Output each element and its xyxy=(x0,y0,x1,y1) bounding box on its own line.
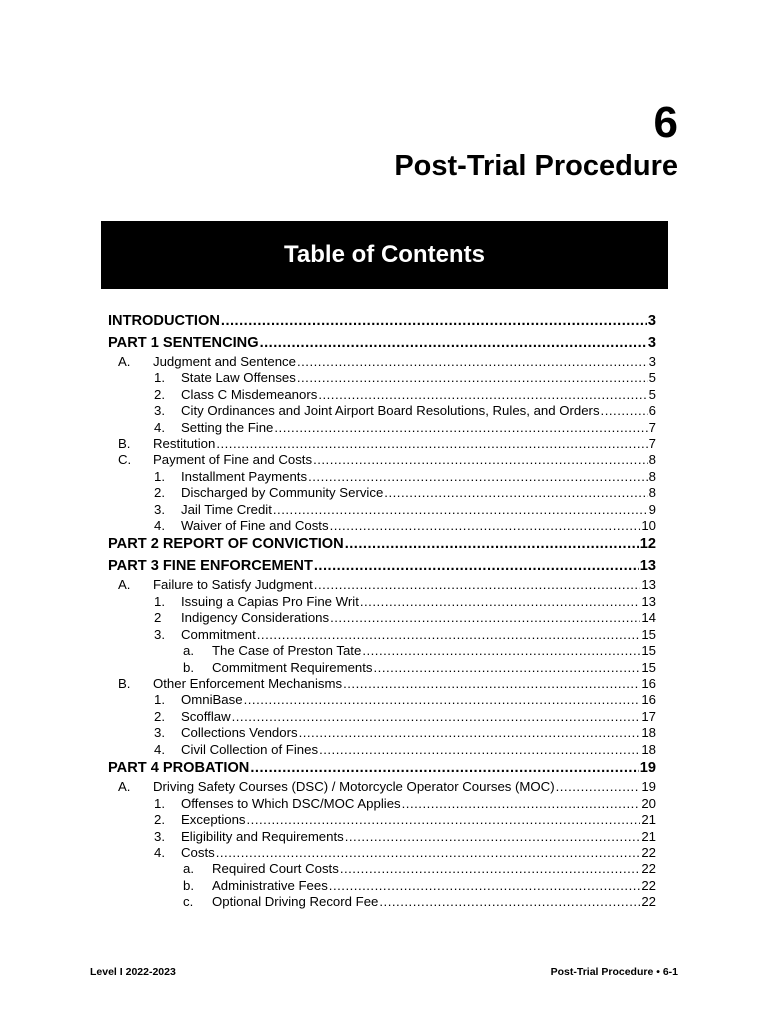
toc-entry-marker: 1. xyxy=(154,692,165,708)
toc-entry[interactable] xyxy=(108,452,656,468)
toc-entry[interactable] xyxy=(108,469,656,485)
toc-entry-label: Exceptions xyxy=(181,812,246,828)
toc-entry-page: 17 xyxy=(641,708,656,724)
toc-dot-leader xyxy=(379,894,640,910)
toc-entry-page: 8 xyxy=(648,452,656,468)
toc-entry-label: Optional Driving Record Fee xyxy=(212,894,379,910)
toc-entry-page: 18 xyxy=(641,741,656,757)
toc-entry-label: PART 1 SENTENCING xyxy=(108,334,259,351)
toc-dot-leader xyxy=(257,627,641,643)
toc-entry-marker: A. xyxy=(118,779,131,795)
toc-entry-label: Setting the Fine xyxy=(181,419,274,435)
toc-entry-page: 16 xyxy=(641,675,656,691)
toc-dot-leader xyxy=(314,577,641,593)
toc-entry-page: 15 xyxy=(641,643,656,659)
toc-entry-page: 8 xyxy=(648,468,656,484)
toc-entry[interactable] xyxy=(108,660,656,676)
toc-entry-label: PART 4 PROBATION xyxy=(108,759,250,776)
toc-entry[interactable] xyxy=(108,502,656,518)
toc-entry-label: Offenses to Which DSC/MOC Applies xyxy=(181,795,401,811)
toc-entry-page: 12 xyxy=(639,536,656,553)
toc-entry[interactable] xyxy=(108,676,656,692)
toc-entry-marker: 2 xyxy=(154,610,162,626)
toc-entry-label: Installment Payments xyxy=(181,468,308,484)
toc-entry[interactable] xyxy=(108,610,656,626)
toc-entry-page: 3 xyxy=(647,313,656,329)
toc-entry-page: 14 xyxy=(641,610,656,626)
toc-entry[interactable] xyxy=(108,643,656,659)
toc-entry-marker: b. xyxy=(183,659,194,675)
toc-dot-leader xyxy=(216,436,647,452)
toc-entry-marker: 1. xyxy=(154,370,165,386)
toc-entry-label: Indigency Considerations xyxy=(181,610,330,626)
toc-entry-label: Required Court Costs xyxy=(212,861,339,877)
toc-banner xyxy=(101,221,668,289)
toc-entry-marker: 2. xyxy=(154,485,165,501)
toc-entry-marker: 3. xyxy=(154,828,165,844)
toc-dot-leader xyxy=(244,692,641,708)
toc-entry-page: 19 xyxy=(639,759,656,776)
footer-page-label: Post-Trial Procedure • 6-1 xyxy=(550,966,678,978)
toc-entry-marker: b. xyxy=(183,877,194,893)
toc-entry-page: 20 xyxy=(641,795,656,811)
toc-dot-leader xyxy=(250,758,638,780)
toc-entry-page: 8 xyxy=(648,485,656,501)
toc-entry-label: Judgment and Sentence xyxy=(153,354,296,369)
toc-entry-page: 15 xyxy=(641,659,656,675)
toc-entry[interactable] xyxy=(108,779,656,795)
toc-entry[interactable] xyxy=(108,577,656,593)
toc-entry-page: 19 xyxy=(641,779,656,795)
toc-dot-leader xyxy=(297,370,648,386)
toc-entry[interactable] xyxy=(108,354,656,370)
toc-part-entry[interactable] xyxy=(108,534,656,556)
toc-entry-page: 15 xyxy=(641,626,656,642)
toc-dot-leader xyxy=(360,594,640,610)
toc-dot-leader xyxy=(345,829,641,845)
toc-entry-label: Restitution xyxy=(153,436,216,452)
chapter-title: Post-Trial Procedure xyxy=(394,150,678,182)
toc-entry-page: 13 xyxy=(639,557,656,574)
toc-entry-page: 5 xyxy=(648,386,656,402)
toc-entry-label: Commitment Requirements xyxy=(212,659,373,675)
toc-entry-label: Waiver of Fine and Costs xyxy=(181,518,329,534)
toc-dot-leader xyxy=(297,354,648,370)
toc-entry-page: 22 xyxy=(641,861,656,877)
toc-dot-leader xyxy=(274,420,647,436)
toc-entry-label: State Law Offenses xyxy=(181,370,296,386)
toc-entry-page: 10 xyxy=(641,518,656,534)
toc-dot-leader xyxy=(343,676,640,692)
toc-dot-leader xyxy=(314,556,639,578)
toc-entry-marker: a. xyxy=(183,643,194,659)
toc-entry-marker: 1. xyxy=(154,593,165,609)
toc-dot-leader xyxy=(330,518,641,534)
toc-dot-leader xyxy=(384,485,647,501)
toc-dot-leader xyxy=(330,610,640,626)
toc-entry-marker: 3. xyxy=(154,501,165,517)
toc-dot-leader xyxy=(308,469,648,485)
toc-entry-marker: 4. xyxy=(154,419,165,435)
toc-entry-marker: 3. xyxy=(154,403,165,419)
toc-entry[interactable] xyxy=(108,812,656,828)
toc-dot-leader xyxy=(402,796,641,812)
toc-part-entry[interactable] xyxy=(108,556,656,578)
toc-entry-page: 13 xyxy=(641,593,656,609)
toc-dot-leader xyxy=(232,709,641,725)
toc-dot-leader xyxy=(374,660,641,676)
toc-entry-marker: c. xyxy=(183,894,194,910)
toc-entry-page: 21 xyxy=(641,828,656,844)
toc-entry-marker: 1. xyxy=(154,795,165,811)
toc-dot-leader xyxy=(273,502,648,518)
toc-entry-marker: 3. xyxy=(154,626,165,642)
toc-entry-label: Failure to Satisfy Judgment xyxy=(153,577,313,593)
toc-entry-label: PART 2 REPORT OF CONVICTION xyxy=(108,536,344,553)
toc-entry-label: Scofflaw xyxy=(181,708,231,724)
table-of-contents xyxy=(108,311,656,911)
toc-entry-label: Costs xyxy=(181,845,215,861)
toc-entry[interactable] xyxy=(108,692,656,708)
toc-entry[interactable] xyxy=(108,627,656,643)
toc-entry-label: Driving Safety Courses (DSC) / Motorcycle Operator Courses (MOC) xyxy=(153,779,555,795)
toc-entry-label: City Ordinances and Joint Airport Board Resolutions, Rules, and Orders xyxy=(181,403,600,419)
toc-entry-page: 13 xyxy=(641,577,656,593)
toc-entry-marker: 2. xyxy=(154,386,165,402)
toc-entry[interactable] xyxy=(108,725,656,741)
toc-entry-label: The Case of Preston Tate xyxy=(212,643,362,659)
toc-entry-label: Other Enforcement Mechanisms xyxy=(153,675,343,691)
toc-entry-marker: B. xyxy=(118,675,131,691)
toc-entry-marker: B. xyxy=(118,436,131,452)
toc-entry-marker: 2. xyxy=(154,708,165,724)
toc-entry[interactable] xyxy=(108,436,656,452)
toc-entry-marker: a. xyxy=(183,861,194,877)
toc-dot-leader xyxy=(299,725,641,741)
toc-entry-marker: 4. xyxy=(154,518,165,534)
toc-dot-leader xyxy=(318,387,647,403)
toc-entry[interactable] xyxy=(108,742,656,758)
toc-entry-page: 7 xyxy=(648,436,656,452)
toc-dot-leader xyxy=(362,643,640,659)
toc-entry-label: INTRODUCTION xyxy=(108,313,220,329)
toc-entry[interactable] xyxy=(108,861,656,877)
toc-entry[interactable] xyxy=(108,594,656,610)
toc-entry[interactable] xyxy=(108,845,656,861)
toc-entry-label: Jail Time Credit xyxy=(181,501,272,517)
toc-entry[interactable] xyxy=(108,485,656,501)
toc-part-entry[interactable] xyxy=(108,333,656,355)
toc-entry-label: Collections Vendors xyxy=(181,725,298,741)
toc-entry[interactable] xyxy=(108,796,656,812)
toc-entry-label: Class C Misdemeanors xyxy=(181,386,318,402)
toc-part-entry[interactable] xyxy=(108,311,656,333)
toc-entry-page: 22 xyxy=(641,894,656,910)
toc-entry-marker: 4. xyxy=(154,845,165,861)
toc-entry[interactable] xyxy=(108,420,656,436)
toc-entry-page: 18 xyxy=(641,725,656,741)
toc-entry-marker: A. xyxy=(118,354,131,369)
toc-entry-page: 22 xyxy=(641,845,656,861)
toc-dot-leader xyxy=(556,779,641,795)
toc-entry-page: 6 xyxy=(648,403,656,419)
toc-entry[interactable] xyxy=(108,829,656,845)
toc-entry-page: 3 xyxy=(647,334,656,351)
toc-entry-page: 3 xyxy=(648,354,656,369)
toc-entry[interactable] xyxy=(108,403,656,419)
toc-entry[interactable] xyxy=(108,370,656,386)
toc-entry-marker: 1. xyxy=(154,468,165,484)
toc-entry-marker: 2. xyxy=(154,812,165,828)
toc-entry-label: Discharged by Community Service xyxy=(181,485,384,501)
footer-edition: Level I 2022-2023 xyxy=(90,966,176,978)
toc-dot-leader xyxy=(329,878,641,894)
toc-entry[interactable] xyxy=(108,518,656,534)
toc-entry-page: 5 xyxy=(648,370,656,386)
toc-entry-marker: 4. xyxy=(154,741,165,757)
chapter-number: 6 xyxy=(653,98,678,147)
toc-entry-page: 22 xyxy=(641,877,656,893)
toc-entry-label: PART 3 FINE ENFORCEMENT xyxy=(108,557,313,574)
toc-dot-leader xyxy=(216,845,641,861)
toc-entry-page: 21 xyxy=(641,812,656,828)
toc-entry-label: Commitment xyxy=(181,626,256,642)
toc-entry-marker: A. xyxy=(118,577,131,593)
toc-entry[interactable] xyxy=(108,878,656,894)
toc-dot-leader xyxy=(340,861,641,877)
toc-entry[interactable] xyxy=(108,709,656,725)
toc-entry-marker: 3. xyxy=(154,725,165,741)
toc-entry[interactable] xyxy=(108,387,656,403)
toc-entry-label: Administrative Fees xyxy=(212,877,328,893)
toc-part-entry[interactable] xyxy=(108,758,656,780)
toc-dot-leader xyxy=(345,534,639,556)
toc-entry-page: 16 xyxy=(641,692,656,708)
toc-entry-label: Issuing a Capias Pro Fine Writ xyxy=(181,593,359,609)
toc-heading: Table of Contents xyxy=(284,241,485,268)
toc-dot-leader xyxy=(247,812,641,828)
toc-entry-label: OmniBase xyxy=(181,692,243,708)
toc-entry-label: Civil Collection of Fines xyxy=(181,741,319,757)
toc-dot-leader xyxy=(319,742,640,758)
toc-entry-page: 7 xyxy=(648,419,656,435)
toc-entry[interactable] xyxy=(108,894,656,910)
toc-dot-leader xyxy=(260,333,647,355)
toc-dot-leader xyxy=(601,403,648,419)
toc-entry-label: Eligibility and Requirements xyxy=(181,828,344,844)
toc-entry-label: Payment of Fine and Costs xyxy=(153,452,313,468)
toc-dot-leader xyxy=(221,311,647,333)
toc-dot-leader xyxy=(313,452,648,468)
toc-entry-page: 9 xyxy=(648,501,656,517)
toc-entry-marker: C. xyxy=(118,452,132,468)
